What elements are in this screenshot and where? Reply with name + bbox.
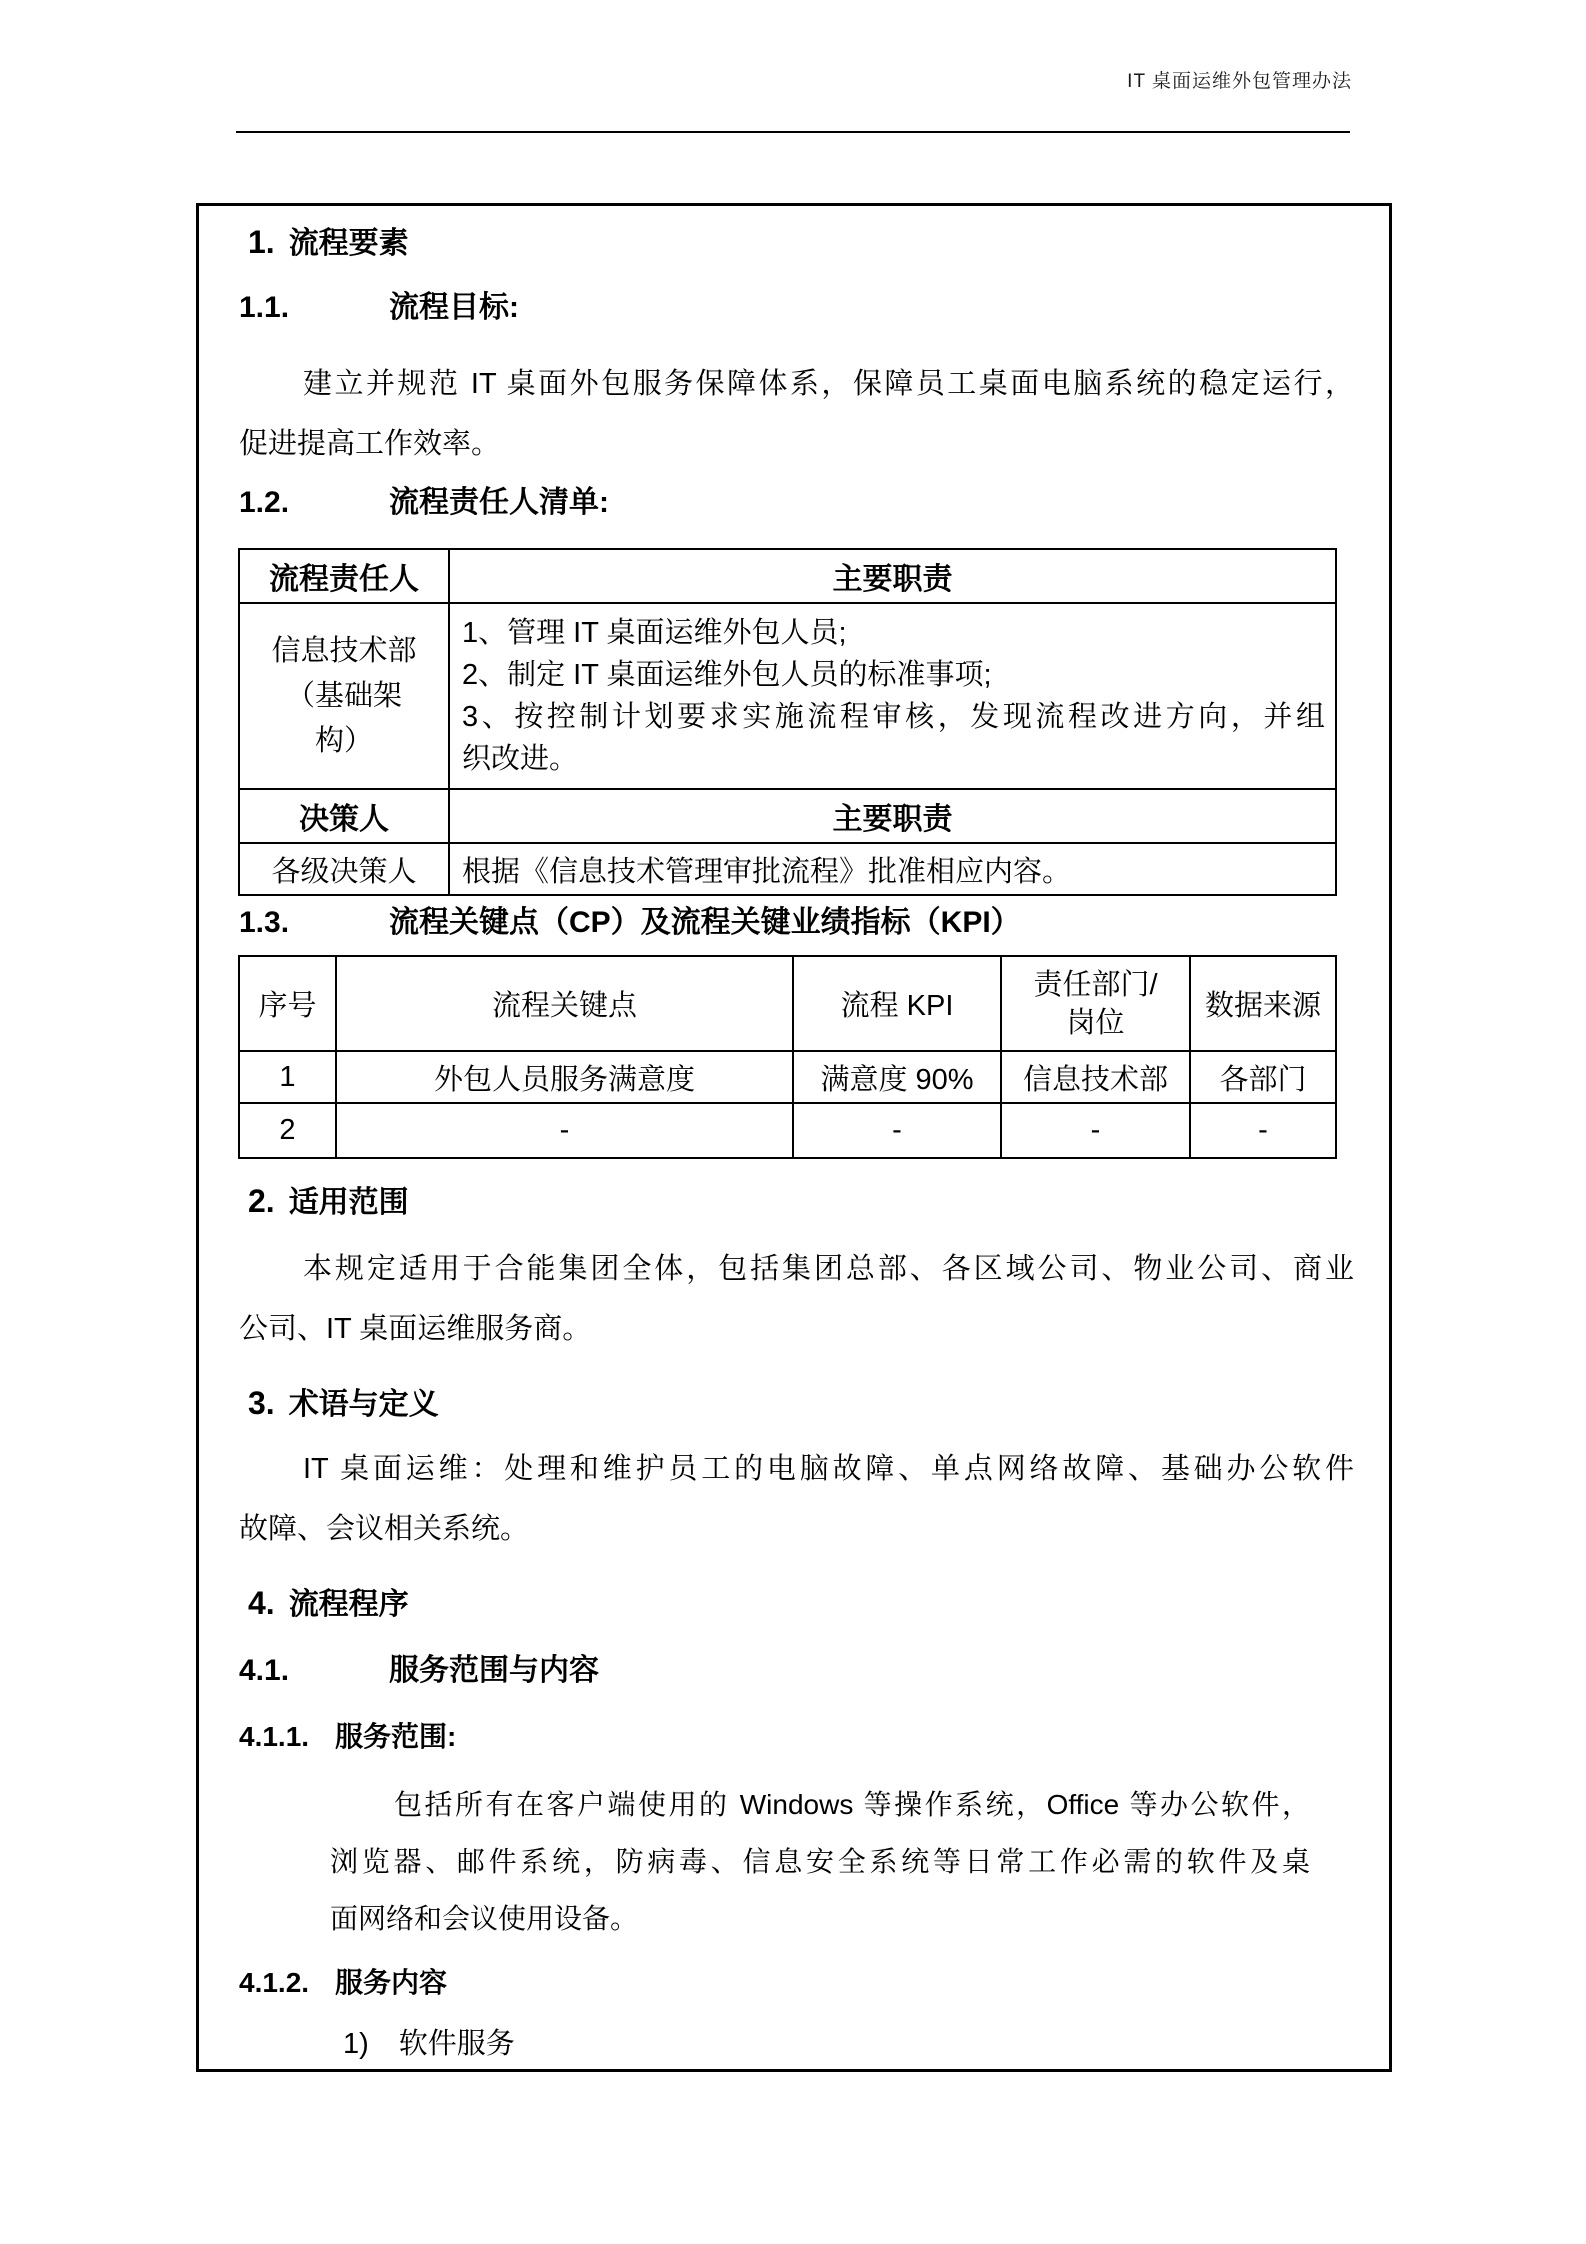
heading-label: 服务内容 (335, 1967, 448, 1998)
col-header-dept (1001, 956, 1190, 1051)
table-row (239, 603, 1336, 789)
col-header-owner: 流程责任人 (239, 549, 449, 603)
heading-label: 流程要素 (288, 227, 409, 260)
cell-key-point: 外包人员服务满意度 (336, 1051, 793, 1103)
heading-number: 2. (248, 1183, 275, 1219)
cell-owner (239, 603, 449, 789)
table-row (239, 843, 1336, 895)
cell-kpi: - (793, 1103, 1001, 1158)
duty-item: 织改进。 (462, 743, 579, 775)
heading-4-1-2-service-content (239, 1964, 447, 2002)
col-header-no: 序号 (239, 956, 336, 1051)
cell-duties (449, 603, 1336, 789)
cell-line: 信息技术部 (271, 634, 417, 667)
list-item-label: 软件服务 (398, 2028, 515, 2060)
col-header-kpi: 流程 KPI (793, 956, 1001, 1051)
cell-line: 构） (314, 724, 373, 757)
document-border-frame (196, 203, 1392, 2072)
heading-number: 3. (248, 1385, 275, 1421)
heading-4-1-service-scope-content (239, 1651, 599, 1691)
paragraph-service-scope (330, 1776, 1310, 1947)
cell-dept: 信息技术部 (1001, 1051, 1190, 1103)
heading-label: 术语与定义 (288, 1388, 439, 1421)
cell-line: 责任部门/ (1033, 968, 1158, 1001)
heading-2-application-scope (248, 1181, 409, 1223)
heading-4-1-1-service-scope (239, 1718, 456, 1756)
header-rule (236, 131, 1350, 133)
cell-key-point: - (336, 1103, 793, 1158)
heading-label: 适用范围 (288, 1186, 409, 1219)
heading-label: 流程关键点（CP）及流程关键业绩指标（KPI） (389, 906, 1021, 939)
table-row (239, 1051, 1336, 1103)
heading-label: 服务范围: (335, 1721, 457, 1752)
cell-source: 各部门 (1190, 1051, 1336, 1103)
col-header-decision-duty: 主要职责 (449, 789, 1336, 843)
heading-number: 4.1.1. (239, 1721, 310, 1752)
col-header-decision-role: 决策人 (239, 789, 449, 843)
cell-decision-role: 各级决策人 (239, 843, 449, 895)
paragraph-line: 面网络和会议使用设备。 (330, 1903, 639, 1934)
heading-1-2-responsible-list (239, 483, 609, 523)
responsibility-table (238, 548, 1337, 896)
heading-label: 服务范围与内容 (389, 1654, 599, 1687)
cell-dept: - (1001, 1103, 1190, 1158)
heading-1-1-process-goal (239, 288, 519, 328)
cell-decision-duty: 根据《信息技术管理审批流程》批准相应内容。 (449, 843, 1336, 895)
cell-no: 1 (239, 1051, 336, 1103)
table-row (239, 1103, 1336, 1158)
heading-number: 1.2. (239, 486, 290, 519)
heading-number: 4.1. (239, 1654, 290, 1687)
paragraph-scope (239, 1239, 1354, 1359)
paragraph-line: 促进提高工作效率。 (239, 428, 501, 460)
heading-number: 1.3. (239, 906, 290, 939)
heading-4-process-procedure (248, 1583, 409, 1625)
heading-number: 4.1.2. (239, 1967, 310, 1998)
table-header-row (239, 956, 1336, 1051)
duty-item: 3、按控制计划要求实施流程审核，发现流程改进方向，并组 (462, 701, 1325, 733)
paragraph-line: 建立并规范 IT 桌面外包服务保障体系，保障员工桌面电脑系统的稳定运行， (303, 368, 1354, 400)
heading-label: 流程责任人清单: (389, 486, 609, 519)
paragraph-line: IT 桌面运维：处理和维护员工的电脑故障、单点网络故障、基础办公软件 (303, 1453, 1354, 1485)
table-row (239, 549, 1336, 603)
heading-number: 1.1. (239, 291, 290, 324)
duty-item: 2、制定 IT 桌面运维外包人员的标准事项; (462, 659, 992, 691)
paragraph-line: 故障、会议相关系统。 (239, 1513, 530, 1545)
duty-item: 1、管理 IT 桌面运维外包人员; (462, 617, 847, 649)
heading-1-3-cp-kpi (239, 903, 1021, 943)
heading-number: 1. (248, 224, 275, 260)
paragraph-line: 浏览器、邮件系统，防病毒、信息安全系统等日常工作必需的软件及桌 (330, 1846, 1310, 1877)
paragraph-line: 公司、IT 桌面运维服务商。 (239, 1313, 592, 1345)
heading-label: 流程程序 (288, 1588, 409, 1621)
paragraph-goal (239, 354, 1354, 474)
kpi-table (238, 955, 1337, 1159)
col-header-key-point: 流程关键点 (336, 956, 793, 1051)
heading-label: 流程目标: (389, 291, 519, 324)
cell-source: - (1190, 1103, 1336, 1158)
list-item-software-service (343, 2024, 515, 2064)
heading-1-process-elements (248, 222, 409, 264)
cell-kpi: 满意度 90% (793, 1051, 1001, 1103)
col-header-source: 数据来源 (1190, 956, 1336, 1051)
heading-number: 4. (248, 1585, 275, 1621)
paragraph-line: 包括所有在客户端使用的 Windows 等操作系统，Office 等办公软件， (394, 1789, 1310, 1820)
paragraph-line: 本规定适用于合能集团全体，包括集团总部、各区域公司、物业公司、商业 (303, 1253, 1354, 1285)
table-row (239, 789, 1336, 843)
list-item-number: 1) (343, 2028, 369, 2060)
heading-3-terms-definitions (248, 1383, 439, 1425)
paragraph-terms (239, 1439, 1354, 1559)
cell-no: 2 (239, 1103, 336, 1158)
cell-line: 岗位 (1066, 1006, 1125, 1039)
running-head-title: IT 桌面运维外包管理办法 (1127, 71, 1352, 92)
cell-line: （基础架 (285, 679, 402, 712)
col-header-duty: 主要职责 (449, 549, 1336, 603)
